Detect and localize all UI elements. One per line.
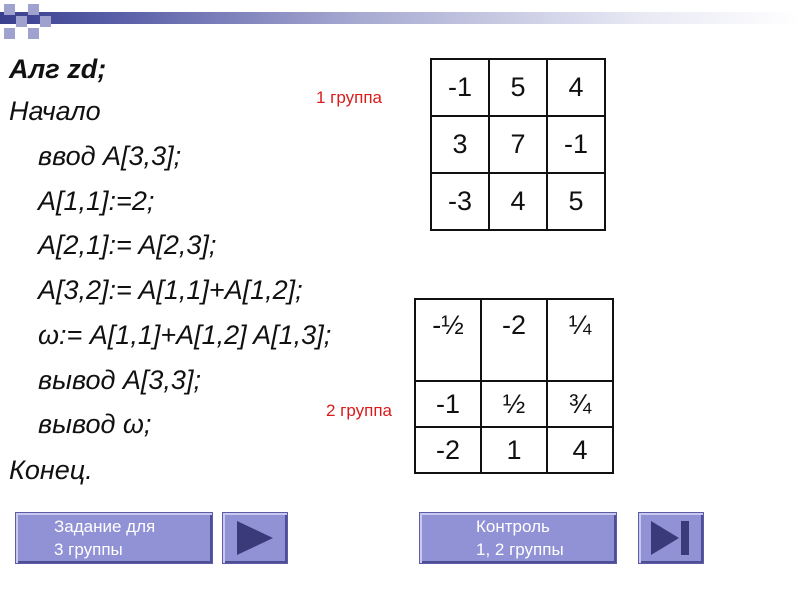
matrix-cell: ¾ [547, 381, 613, 427]
matrix-cell: 4 [547, 59, 605, 116]
end-button[interactable] [638, 512, 704, 564]
table-row [415, 427, 613, 473]
matrix-cell: ½ [481, 381, 547, 427]
code-line: вывод ω; [38, 409, 152, 439]
matrix-cell: 1 [481, 427, 547, 473]
code-line: ввод A[3,3]; [38, 141, 182, 171]
play-triangle-icon [223, 513, 287, 563]
matrix-cell: 3 [431, 116, 489, 173]
task-group3-line2: 3 группы [54, 540, 123, 559]
header-gradient-bar [0, 12, 800, 24]
matrix-cell: 7 [489, 116, 547, 173]
matrix-cell: -1 [547, 116, 605, 173]
code-begin: Начало [9, 96, 101, 126]
header-squares-decoration [0, 0, 60, 44]
group2-label: 2 группа [326, 401, 393, 420]
task-group3-button[interactable] [15, 512, 213, 564]
code-end: Конец. [9, 455, 93, 485]
group1-label: 1 группа [316, 88, 383, 107]
control-groups-button[interactable] [419, 512, 617, 564]
control-groups-line1: Контроль [476, 517, 550, 536]
table-row [431, 59, 605, 116]
control-groups-line2: 1, 2 группы [476, 540, 564, 559]
code-line: A[2,1]:= A[2,3]; [38, 230, 217, 260]
table-row [415, 299, 613, 381]
code-line: вывод A[3,3]; [38, 365, 201, 395]
matrix-cell: 4 [489, 173, 547, 230]
task-group3-line1: Задание для [54, 517, 156, 536]
code-line: ω:= A[1,1]+A[1,2] A[1,3]; [38, 320, 332, 350]
matrix-cell: 5 [489, 59, 547, 116]
matrix-cell: 4 [547, 427, 613, 473]
skip-to-end-icon [639, 513, 703, 563]
matrix-cell: -1 [415, 381, 481, 427]
code-line: A[3,2]:= A[1,1]+A[1,2]; [38, 275, 303, 305]
matrix-cell: 5 [547, 173, 605, 230]
table-row [431, 173, 605, 230]
matrix-cell: ¼ [547, 299, 613, 381]
matrix-cell: -2 [415, 427, 481, 473]
next-button[interactable] [222, 512, 288, 564]
matrix-group1 [430, 58, 606, 231]
algorithm-title: Алг zd; [9, 54, 107, 84]
matrix-cell: -2 [481, 299, 547, 381]
matrix-cell: -½ [415, 299, 481, 381]
table-row [431, 116, 605, 173]
matrix-cell: -1 [431, 59, 489, 116]
matrix-group2 [414, 298, 614, 474]
matrix-cell: -3 [431, 173, 489, 230]
table-row [415, 381, 613, 427]
code-line: A[1,1]:=2; [38, 186, 155, 216]
